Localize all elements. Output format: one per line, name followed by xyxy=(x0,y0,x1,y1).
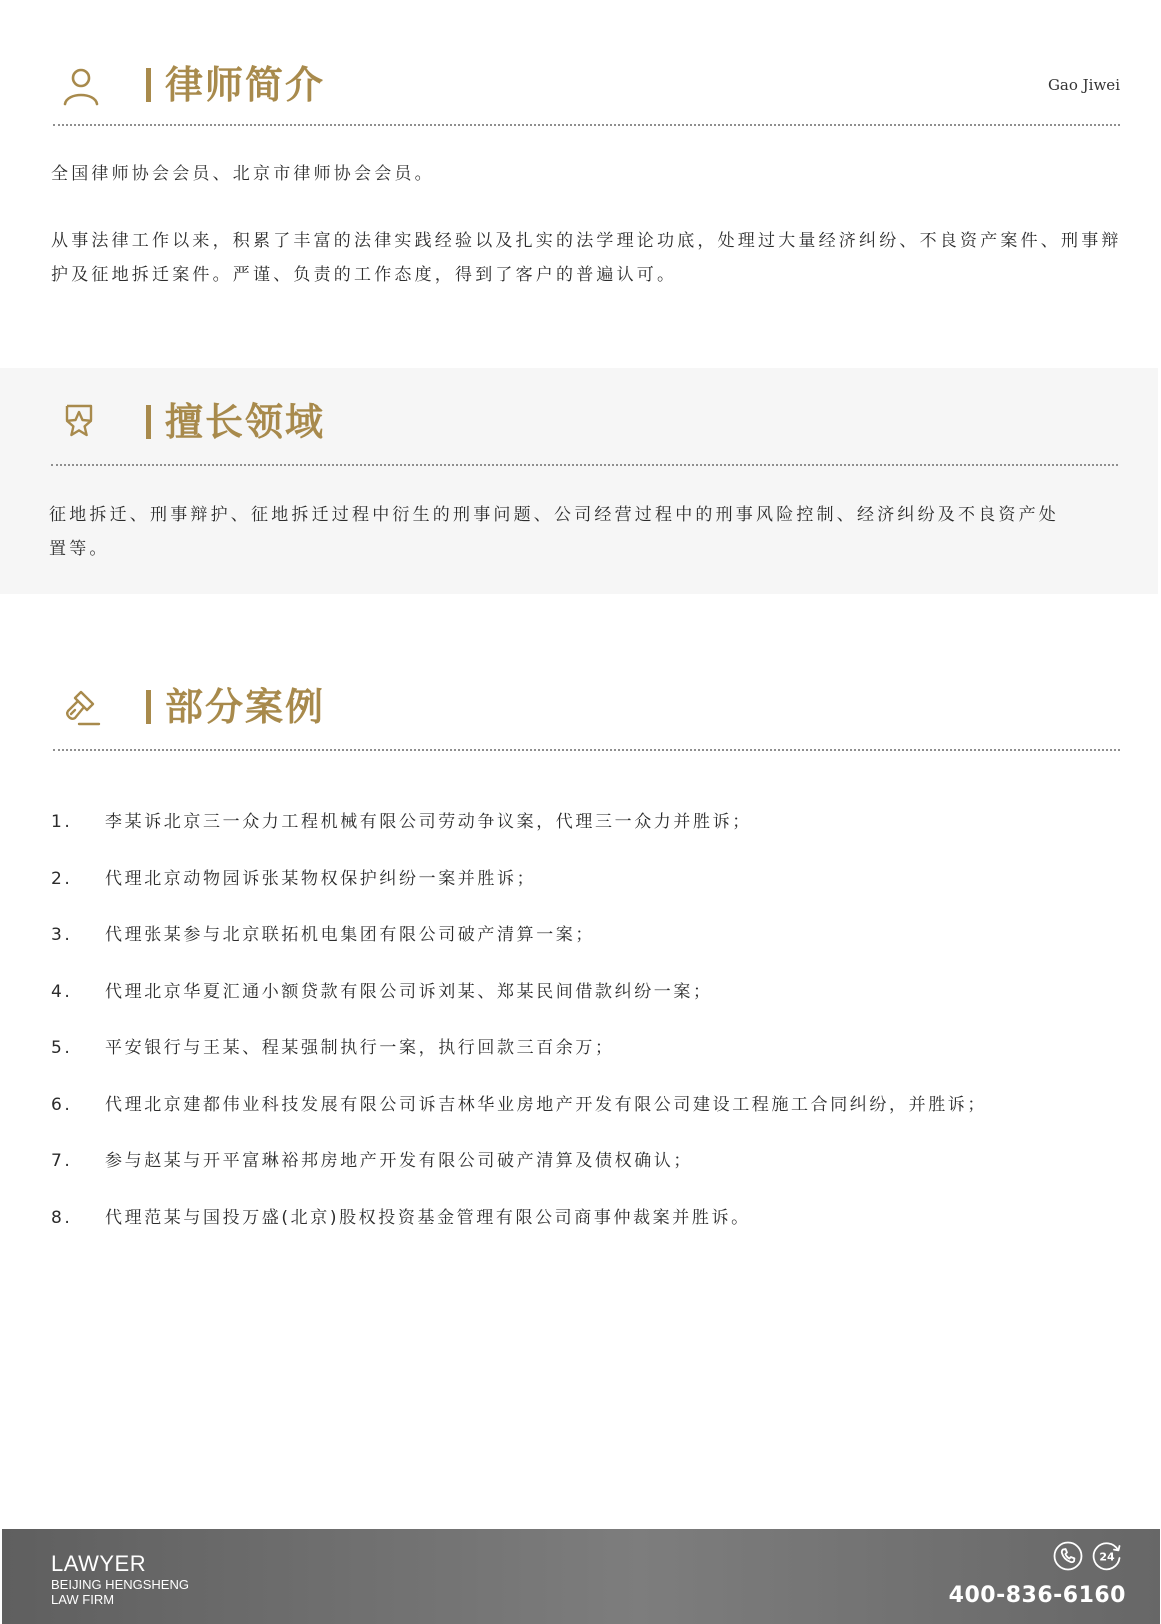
case-text: 代理范某与国投万盛(北京)股权投资基金管理有限公司商事仲裁案并胜诉。 xyxy=(105,1207,751,1228)
section-title-cases xyxy=(146,685,325,729)
lawyer-english-name: Gao Jiwei xyxy=(1047,76,1120,94)
expertise-divider xyxy=(51,464,1118,466)
intro-title-text: 律师简介 xyxy=(165,63,326,107)
case-text: 代理北京华夏汇通小额贷款有限公司诉刘某、郑某民间借款纠纷一案； xyxy=(105,981,713,1002)
expertise-title-text: 擅长领域 xyxy=(165,400,326,444)
case-number: 7. xyxy=(51,1151,73,1171)
title-bar xyxy=(146,690,151,724)
cases-section xyxy=(0,594,1161,1294)
case-text: 代理张某参与北京联拓机电集团有限公司破产清算一案； xyxy=(105,925,595,945)
case-text: 参与赵某与开平富琳裕邦房地产开发有限公司破产清算及债权确认； xyxy=(105,1151,693,1171)
case-number: 8. xyxy=(51,1207,73,1228)
case-number: 1. xyxy=(51,812,73,832)
title-bar xyxy=(146,405,151,439)
case-number: 3. xyxy=(51,925,73,945)
cases-title-text: 部分案例 xyxy=(165,685,326,729)
intro-paragraph-1: 全国律师协会会员、北京市律师协会会员。 xyxy=(51,164,435,184)
case-number: 2. xyxy=(51,868,73,889)
footer-firm-line-1: BEIJING HENGSHENG xyxy=(51,1577,189,1592)
case-number: 4. xyxy=(51,981,73,1002)
phone-icon xyxy=(1053,1541,1083,1571)
gavel-icon xyxy=(59,686,103,730)
expertise-text: 征地拆迁、刑事辩护、征地拆迁过程中衍生的刑事问题、公司经营过程中的刑事风险控制、经济纠纷及不良资产处置等。 xyxy=(49,505,1059,559)
footer-firm-line-2: LAW FIRM xyxy=(51,1592,115,1607)
intro-divider xyxy=(53,124,1120,126)
case-text: 代理北京建都伟业科技发展有限公司诉吉林华业房地产开发有限公司建设工程施工合同纠纷，并胜诉； xyxy=(105,1094,987,1115)
cases-divider xyxy=(53,749,1120,751)
clock-24-icon xyxy=(1092,1541,1122,1571)
case-text: 代理北京动物园诉张某物权保护纠纷一案并胜诉； xyxy=(105,868,537,889)
footer-bar xyxy=(2,1529,1160,1624)
expertise-section xyxy=(0,368,1158,594)
title-bar xyxy=(146,68,151,102)
case-text: 平安银行与王某、程某强制执行一案，执行回款三百余万； xyxy=(105,1038,615,1058)
lawyer-intro-section xyxy=(0,0,1161,368)
case-text: 李某诉北京三一众力工程机械有限公司劳动争议案，代理三一众力并胜诉； xyxy=(105,812,752,832)
person-icon xyxy=(59,64,103,108)
section-title-expertise xyxy=(146,400,325,444)
case-number: 6. xyxy=(51,1094,73,1115)
section-title-intro xyxy=(146,63,325,107)
intro-paragraph-2: 从事法律工作以来，积累了丰富的法律实践经验以及扎实的法学理论功底，处理过大量经济纠纷、不良资产案件、刑事辩护及征地拆迁案件。严谨、负责的工作态度，得到了客户的普遍认可。 xyxy=(51,231,1122,285)
footer-brand: LAWYER xyxy=(51,1551,147,1576)
footer-phone-number[interactable]: 400-836-6160 xyxy=(948,1583,1126,1608)
case-number: 5. xyxy=(51,1038,73,1058)
svg-text:24: 24 xyxy=(1099,1550,1115,1564)
award-star-icon xyxy=(57,400,101,444)
